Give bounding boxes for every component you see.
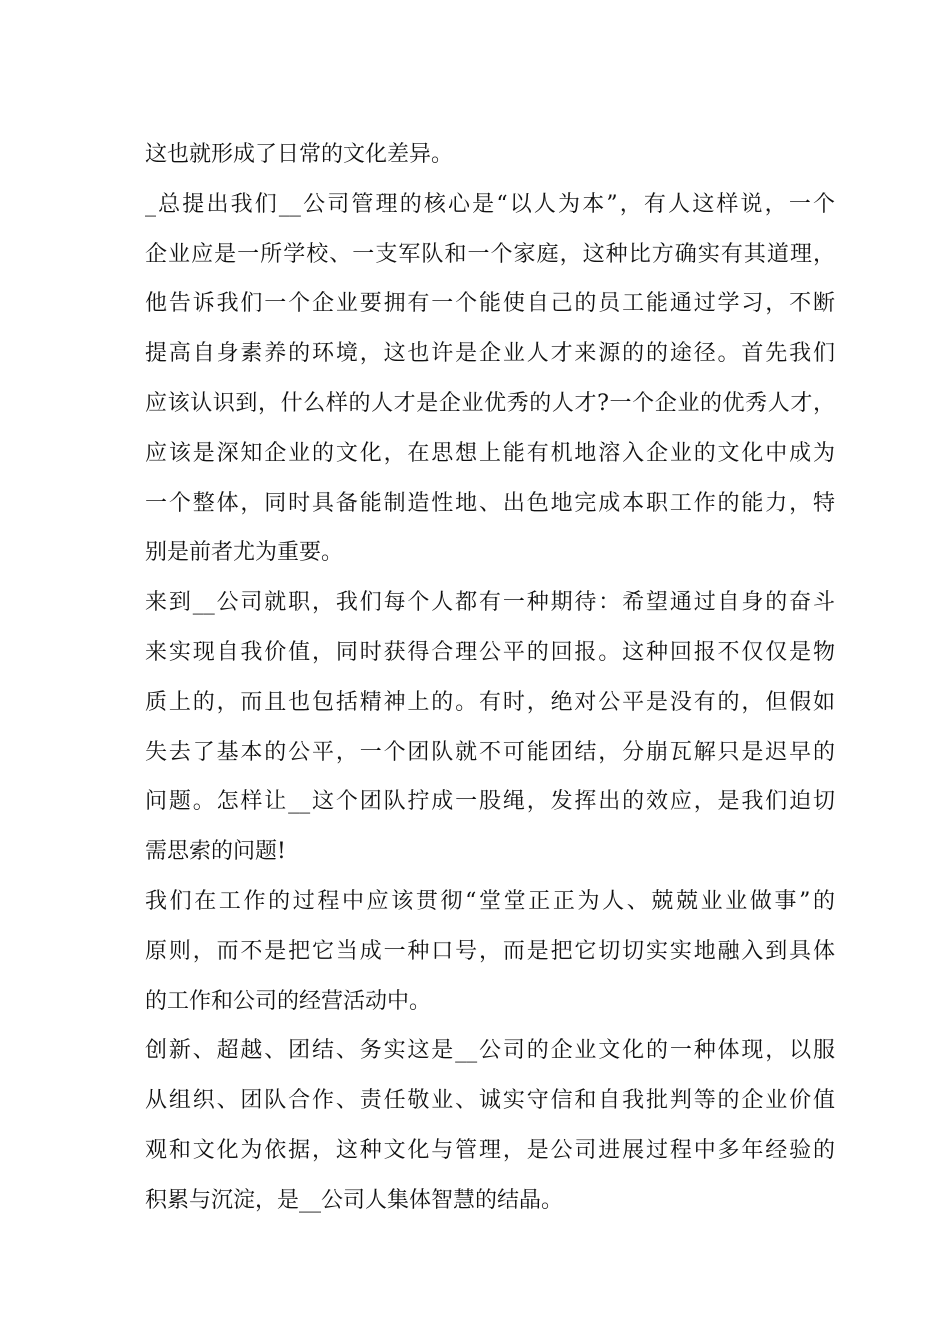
body-text bbox=[145, 130, 835, 1226]
text-line: 一个整体，同时具备能制造性地、出色地完成本职工作的能力，特 bbox=[145, 490, 835, 516]
text-line: 原则，而不是把它当成一种口号，而是把它切切实实地融入到具体 bbox=[145, 938, 835, 964]
text-line: 问题。怎样让__这个团队拧成一股绳，发挥出的效应，是我们迫切 bbox=[145, 789, 835, 815]
text-line: 的工作和公司的经营活动中。 bbox=[145, 988, 432, 1014]
text-line: 需思索的问题! bbox=[145, 839, 286, 865]
text-line: 创新、超越、团结、务实这是__公司的企业文化的一种体现，以服 bbox=[145, 1038, 835, 1064]
text-line: 从组织、团队合作、责任敬业、诚实守信和自我批判等的企业价值 bbox=[145, 1088, 835, 1114]
text-line: 我们在工作的过程中应该贯彻“堂堂正正为人、兢兢业业做事”的 bbox=[145, 888, 835, 914]
text-line: 他告诉我们一个企业要拥有一个能使自己的员工能通过学习，不断 bbox=[145, 291, 835, 317]
text-line: 来实现自我价值，同时获得合理公平的回报。这种回报不仅仅是物 bbox=[145, 639, 835, 665]
text-line: 失去了基本的公平，一个团队就不可能团结，分崩瓦解只是迟早的 bbox=[145, 739, 835, 765]
text-line: 这也就形成了日常的文化差异。 bbox=[145, 142, 454, 167]
text-line: _总提出我们__公司管理的核心是“以人为本”，有人这样说，一个 bbox=[145, 191, 835, 217]
text-line: 别是前者尤为重要。 bbox=[145, 540, 344, 566]
text-line: 应该是深知企业的文化，在思想上能有机地溶入企业的文化中成为 bbox=[145, 440, 835, 466]
text-line: 企业应是一所学校、一支军队和一个家庭，这种比方确实有其道理， bbox=[145, 241, 835, 267]
text-line: 提高自身素养的环境，这也许是企业人才来源的的途径。首先我们 bbox=[145, 341, 835, 367]
text-line: 应该认识到，什么样的人才是企业优秀的人才?一个企业的优秀人才， bbox=[145, 390, 835, 416]
text-line: 来到__公司就职，我们每个人都有一种期待：希望通过自身的奋斗 bbox=[145, 590, 835, 616]
text-line: 积累与沉淀，是__公司人集体智慧的结晶。 bbox=[145, 1187, 564, 1213]
text-line: 质上的，而且也包括精神上的。有时，绝对公平是没有的，但假如 bbox=[145, 689, 835, 715]
text-line: 观和文化为依据，这种文化与管理，是公司进展过程中多年经验的 bbox=[145, 1137, 835, 1163]
